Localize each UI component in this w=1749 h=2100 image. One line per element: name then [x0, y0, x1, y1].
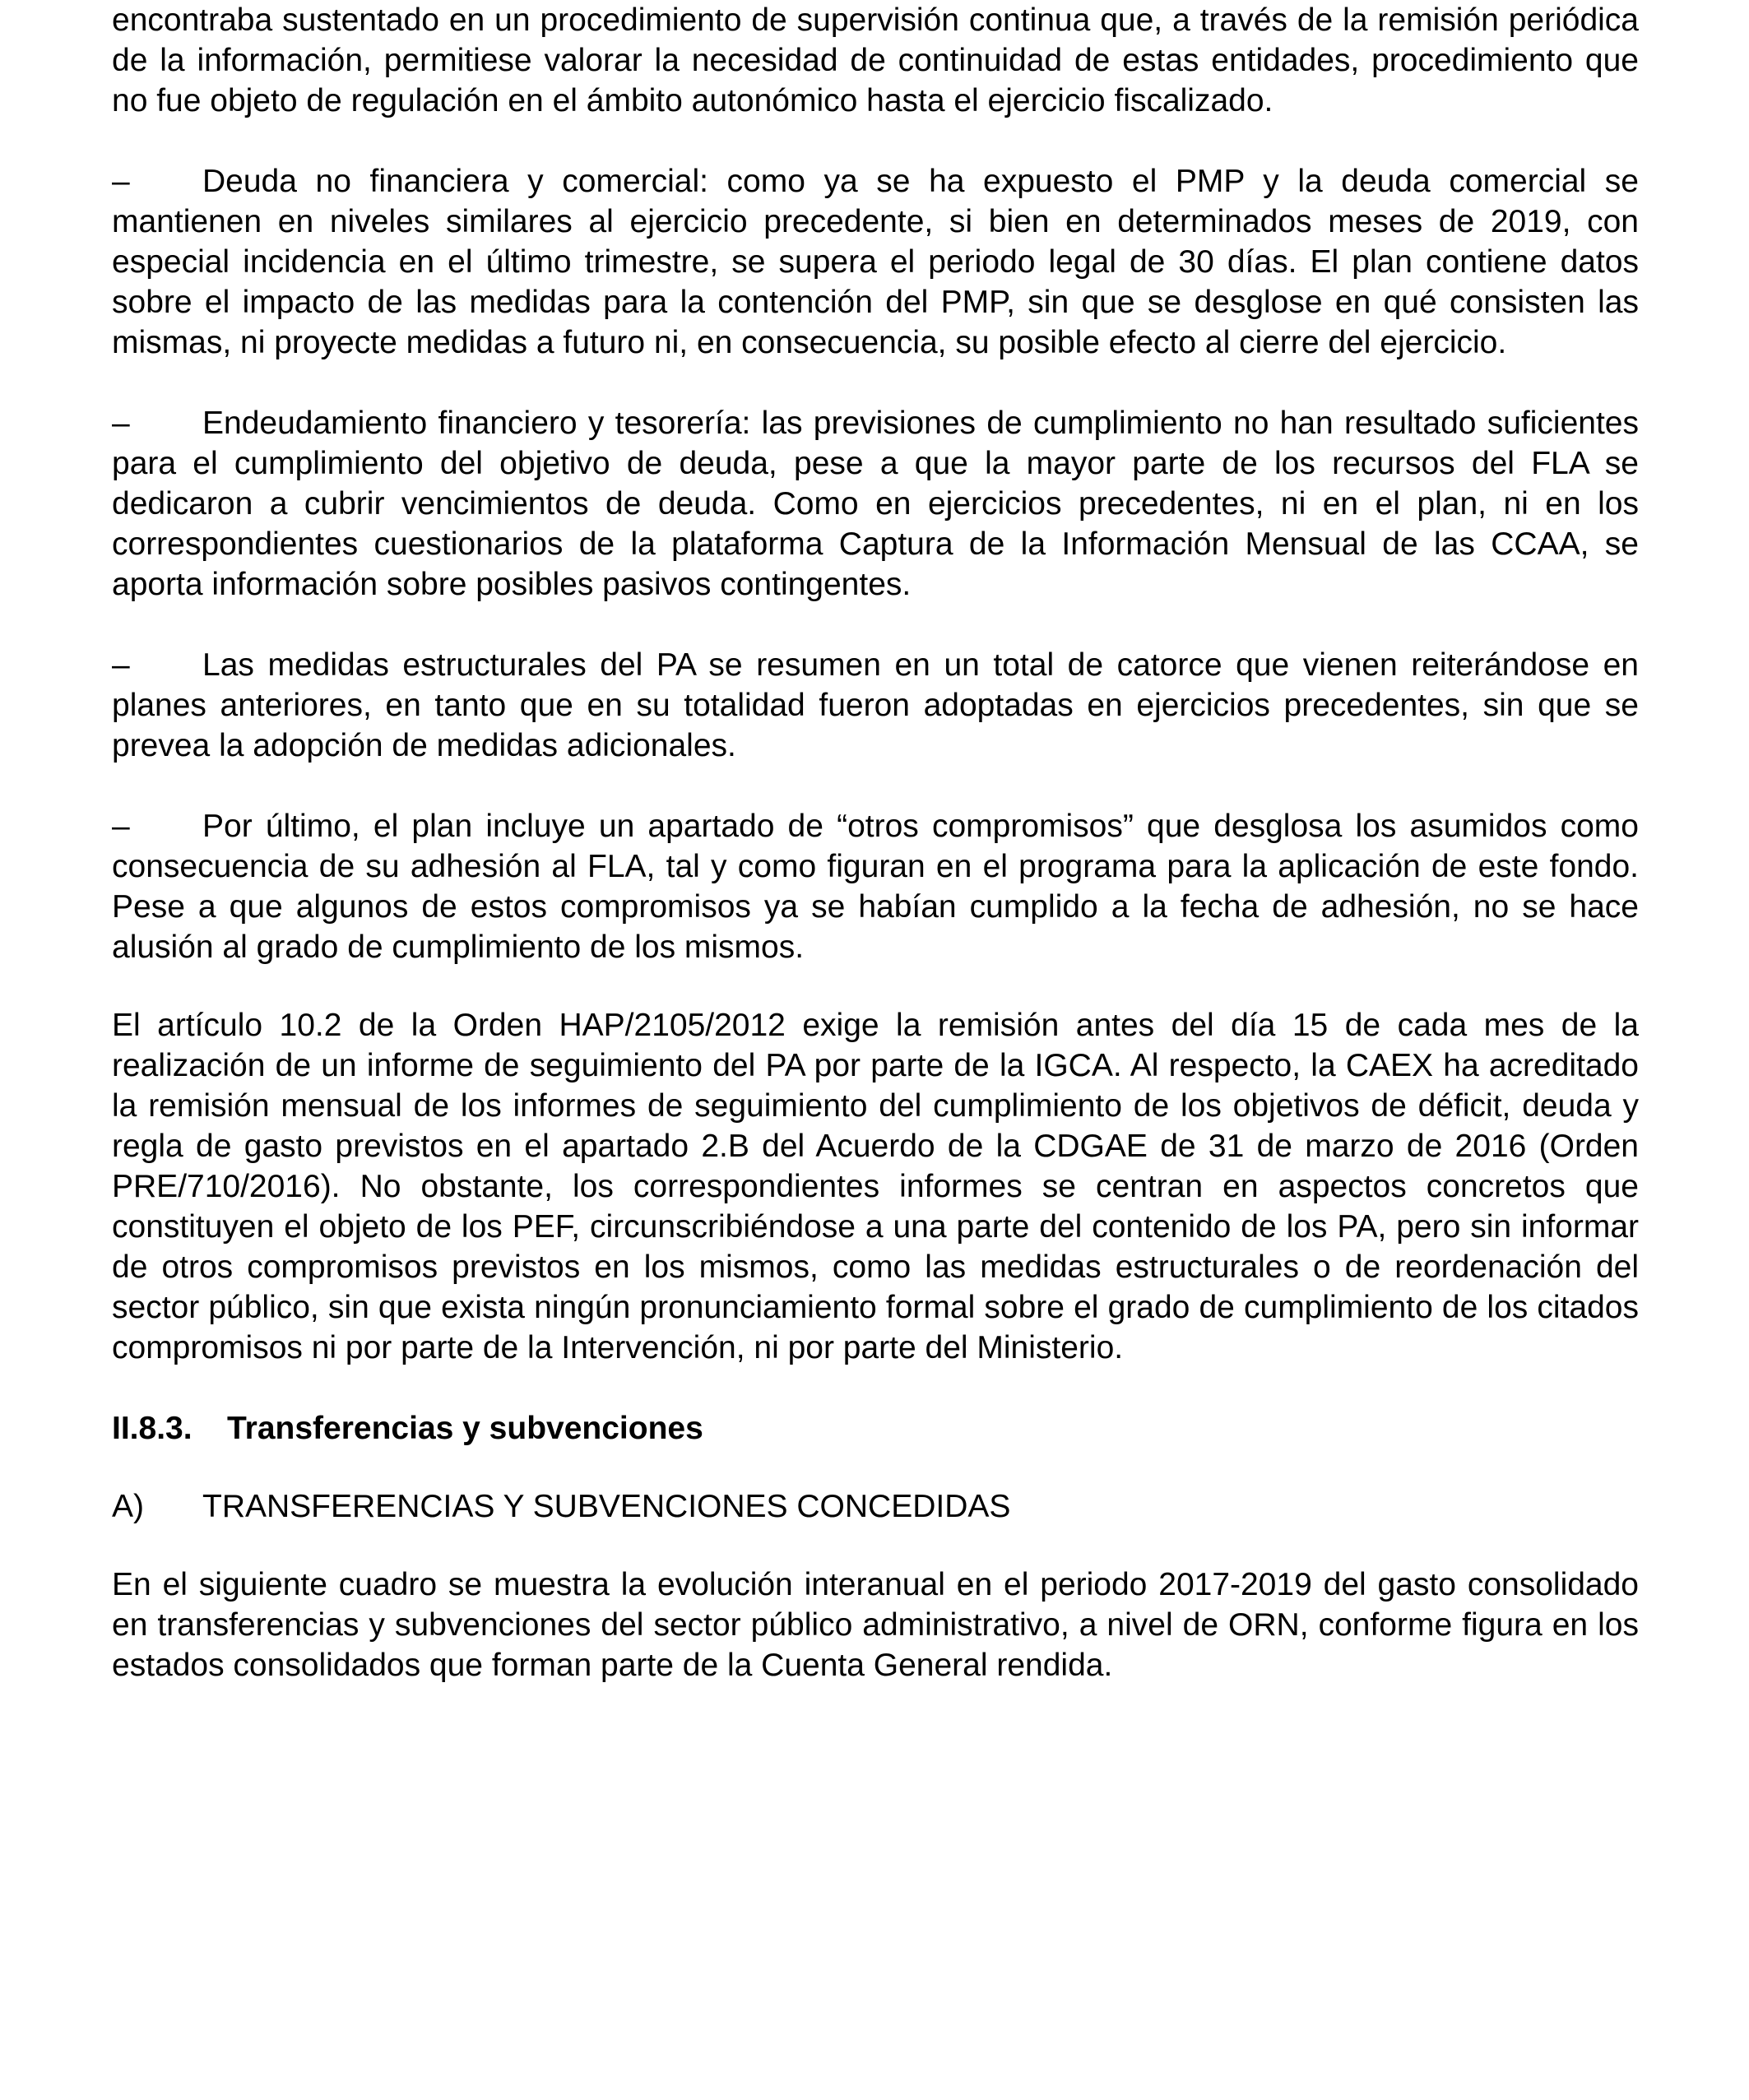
section-number: II.8.3. — [112, 1411, 193, 1446]
section-title: Transferencias y subvenciones — [227, 1411, 703, 1446]
bullet-text: Deuda no financiera y comercial: como ya se ha expuesto el PMP y la deuda comercial se mantienen en niveles similares al ejercicio precedente, si bien en determinados meses de 2019, con especial incidencia en el último trimestre, se supera el periodo legal de 30 días. El plan contiene datos sobre el impacto de las medidas para la contención del PMP, sin que se desglose en qué consisten las mismas, ni proyecte medidas a futuro ni, en consecuencia, su posible efecto al cierre del ejercicio. — [112, 164, 1639, 360]
bullet-text: Las medidas estructurales del PA se resumen en un total de catorce que vienen reiterándose en planes anteriores, en tanto que en su totalidad fueron adoptadas en ejercicios precedentes, sin que se prevea la adopción de medidas adicionales. — [112, 647, 1639, 763]
bullet-item-deuda-no-financiera — [112, 161, 1639, 363]
document-page — [112, 0, 1639, 1685]
bullet-text: Endeudamiento financiero y tesorería: las previsiones de cumplimiento no han resultado suficientes para el cumplimiento del objetivo de deuda, pese a que la mayor parte de los recursos del FLA se dedicaron a cubrir vencimientos de deuda. Como en ejercicios precedentes, ni en el plan, ni en los correspondientes cuestionarios de la plataforma Captura de la Información Mensual de las CCAA, se aporta información sobre posibles pasivos contingentes. — [112, 406, 1639, 602]
section-heading — [112, 1408, 1639, 1449]
paragraph-cuadro-intro: En el siguiente cuadro se muestra la evolución interanual en el periodo 2017-2019 del gasto consolidado en transferencias y subvenciones del sector público administrativo, a nivel de ORN, conforme figura en los estados consolidados que forman parte de la Cuenta General rendida. — [112, 1567, 1639, 1683]
bullet-dash: – — [112, 406, 130, 441]
paragraph-continuation: encontraba sustentado en un procedimiento de supervisión continua que, a través de la remisión periódica de la información, permitiese valorar la necesidad de continuidad de estas entidades, procedimiento que no fue objeto de regulación en el ámbito autonómico hasta el ejercicio fiscalizado. — [112, 2, 1639, 118]
bullet-dash: – — [112, 647, 130, 683]
subsection-title: TRANSFERENCIAS Y SUBVENCIONES CONCEDIDAS — [202, 1489, 1011, 1524]
bullet-item-otros-compromisos — [112, 806, 1639, 967]
bullet-text: Por último, el plan incluye un apartado de “otros compromisos” que desglosa los asumidos como consecuencia de su adhesión al FLA, tal y como figuran en el programa para la aplicación de este fondo. Pese a que algunos de estos compromisos ya se habían cumplido a la fecha de adhesión, no se hace alusión al grado de cumplimiento de los mismos. — [112, 809, 1639, 965]
bullet-item-endeudamiento — [112, 403, 1639, 605]
subsection-letter: A) — [112, 1489, 144, 1524]
bullet-dash: – — [112, 809, 130, 844]
bullet-dash: – — [112, 164, 130, 199]
subsection-heading — [112, 1486, 1639, 1527]
bullet-item-medidas-estructurales — [112, 645, 1639, 766]
paragraph-articulo: El artículo 10.2 de la Orden HAP/2105/2012 exige la remisión antes del día 15 de cada mes de la realización de un informe de seguimiento del PA por parte de la IGCA. Al respecto, la CAEX ha acreditado la remisión mensual de los informes de seguimiento del cumplimiento de los objetivos de déficit, deuda y regla de gasto previstos en el apartado 2.B del Acuerdo de la CDGAE de 31 de marzo de 2016 (Orden PRE/710/2016). No obstante, los correspondientes informes se centran en aspectos concretos que constituyen el objeto de los PEF, circunscribiéndose a una parte del contenido de los PA, pero sin informar de otros compromisos previstos en los mismos, como las medidas estructurales o de reordenación del sector público, sin que exista ningún pronunciamiento formal sobre el grado de cumplimiento de los citados compromisos ni por parte de la Intervención, ni por parte del Ministerio. — [112, 1008, 1639, 1365]
